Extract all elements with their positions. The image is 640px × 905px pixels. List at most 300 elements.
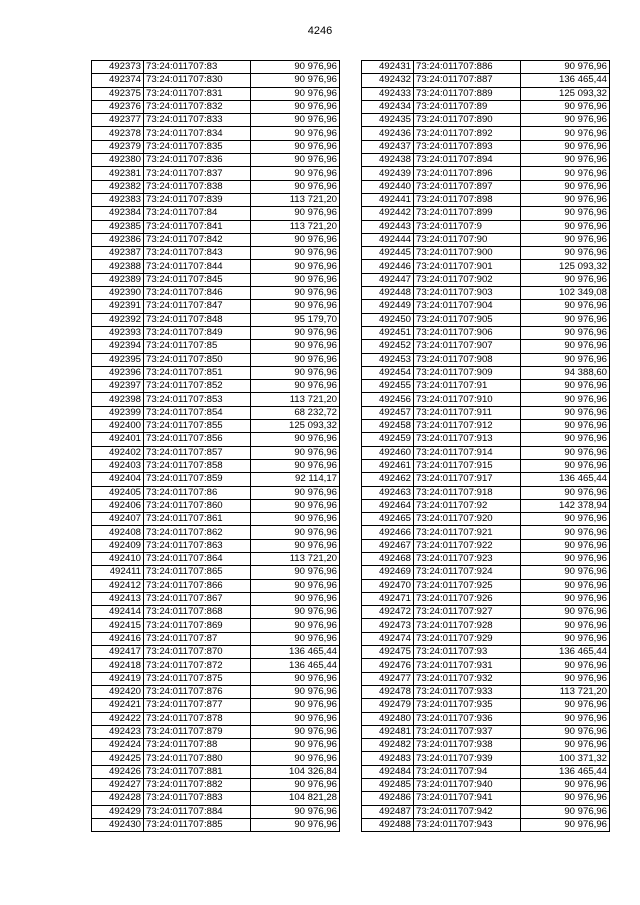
value-cell: 90 976,96	[251, 380, 340, 393]
value-cell: 90 976,96	[251, 127, 340, 140]
table-row	[92, 220, 340, 233]
cadastral-number-cell: 73:24:011707:865	[144, 566, 251, 579]
table-row	[92, 180, 340, 193]
table-row	[92, 74, 340, 87]
value-cell: 90 976,96	[521, 712, 610, 725]
record-number-cell: 492392	[92, 313, 144, 326]
table-row	[362, 513, 610, 526]
cadastral-number-cell: 73:24:011707:850	[144, 353, 251, 366]
table-row	[362, 74, 610, 87]
value-cell: 90 976,96	[251, 685, 340, 698]
record-number-cell: 492418	[92, 659, 144, 672]
value-cell: 90 976,96	[521, 313, 610, 326]
table-row	[92, 579, 340, 592]
table-row	[92, 672, 340, 685]
cadastral-number-cell: 73:24:011707:862	[144, 526, 251, 539]
value-cell: 113 721,20	[251, 393, 340, 406]
table-row	[92, 140, 340, 153]
record-number-cell: 492415	[92, 619, 144, 632]
table-row	[92, 287, 340, 300]
record-number-cell: 492393	[92, 326, 144, 339]
cadastral-number-cell: 73:24:011707:893	[414, 140, 521, 153]
cadastral-number-cell: 73:24:011707:896	[414, 167, 521, 180]
table-row	[92, 406, 340, 419]
value-cell: 125 093,32	[521, 87, 610, 100]
table-row	[362, 566, 610, 579]
table-row	[362, 247, 610, 260]
value-cell: 90 976,96	[521, 193, 610, 206]
cadastral-table-left	[91, 60, 340, 832]
cadastral-number-cell: 73:24:011707:884	[144, 805, 251, 818]
record-number-cell: 492477	[362, 672, 414, 685]
cadastral-number-cell: 73:24:011707:84	[144, 207, 251, 220]
table-row	[362, 765, 610, 778]
record-number-cell: 492429	[92, 805, 144, 818]
cadastral-number-cell: 73:24:011707:846	[144, 287, 251, 300]
table-row	[362, 233, 610, 246]
table-row	[362, 326, 610, 339]
table-row	[92, 792, 340, 805]
record-number-cell: 492437	[362, 140, 414, 153]
value-cell: 90 976,96	[251, 513, 340, 526]
record-number-cell: 492457	[362, 406, 414, 419]
record-number-cell: 492431	[362, 61, 414, 74]
value-cell: 113 721,20	[251, 552, 340, 565]
record-number-cell: 492438	[362, 154, 414, 167]
record-number-cell: 492449	[362, 300, 414, 313]
record-number-cell: 492385	[92, 220, 144, 233]
record-number-cell: 492430	[92, 818, 144, 831]
value-cell: 90 976,96	[251, 207, 340, 220]
value-cell: 90 976,96	[251, 340, 340, 353]
table-row	[362, 712, 610, 725]
table-row	[92, 606, 340, 619]
table-row	[362, 526, 610, 539]
table-row	[92, 353, 340, 366]
cadastral-number-cell: 73:24:011707:882	[144, 779, 251, 792]
record-number-cell: 492377	[92, 114, 144, 127]
value-cell: 90 976,96	[521, 220, 610, 233]
table-row	[92, 513, 340, 526]
table-row	[92, 446, 340, 459]
cadastral-number-cell: 73:24:011707:867	[144, 592, 251, 605]
table-body-right	[362, 61, 610, 832]
cadastral-number-cell: 73:24:011707:854	[144, 406, 251, 419]
cadastral-number-cell: 73:24:011707:864	[144, 552, 251, 565]
record-number-cell: 492464	[362, 499, 414, 512]
value-cell: 90 976,96	[251, 74, 340, 87]
cadastral-number-cell: 73:24:011707:833	[144, 114, 251, 127]
value-cell: 102 349,08	[521, 287, 610, 300]
record-number-cell: 492387	[92, 247, 144, 260]
record-number-cell: 492452	[362, 340, 414, 353]
record-number-cell: 492442	[362, 207, 414, 220]
table-row	[362, 366, 610, 379]
cadastral-number-cell: 73:24:011707:900	[414, 247, 521, 260]
table-row	[92, 300, 340, 313]
value-cell: 90 976,96	[521, 353, 610, 366]
table-row	[92, 752, 340, 765]
record-number-cell: 492374	[92, 74, 144, 87]
cadastral-number-cell: 73:24:011707:839	[144, 193, 251, 206]
cadastral-number-cell: 73:24:011707:830	[144, 74, 251, 87]
cadastral-number-cell: 73:24:011707:861	[144, 513, 251, 526]
record-number-cell: 492480	[362, 712, 414, 725]
cadastral-number-cell: 73:24:011707:932	[414, 672, 521, 685]
cadastral-number-cell: 73:24:011707:872	[144, 659, 251, 672]
table-row	[92, 420, 340, 433]
cadastral-number-cell: 73:24:011707:925	[414, 579, 521, 592]
record-number-cell: 492403	[92, 459, 144, 472]
table-row	[92, 552, 340, 565]
table-row	[362, 180, 610, 193]
cadastral-number-cell: 73:24:011707:920	[414, 513, 521, 526]
table-row	[92, 193, 340, 206]
record-number-cell: 492401	[92, 433, 144, 446]
cadastral-number-cell: 73:24:011707:863	[144, 539, 251, 552]
record-number-cell: 492485	[362, 779, 414, 792]
cadastral-number-cell: 73:24:011707:869	[144, 619, 251, 632]
table-row	[92, 473, 340, 486]
cadastral-number-cell: 73:24:011707:890	[414, 114, 521, 127]
cadastral-number-cell: 73:24:011707:928	[414, 619, 521, 632]
cadastral-number-cell: 73:24:011707:914	[414, 446, 521, 459]
table-row	[362, 779, 610, 792]
record-number-cell: 492379	[92, 140, 144, 153]
table-row	[362, 699, 610, 712]
table-row	[362, 140, 610, 153]
cadastral-number-cell: 73:24:011707:848	[144, 313, 251, 326]
table-row	[362, 619, 610, 632]
value-cell: 90 976,96	[521, 273, 610, 286]
record-number-cell: 492436	[362, 127, 414, 140]
cadastral-number-cell: 73:24:011707:86	[144, 486, 251, 499]
record-number-cell: 492486	[362, 792, 414, 805]
cadastral-number-cell: 73:24:011707:93	[414, 646, 521, 659]
value-cell: 90 976,96	[251, 619, 340, 632]
record-number-cell: 492483	[362, 752, 414, 765]
record-number-cell: 492459	[362, 433, 414, 446]
table-row	[92, 632, 340, 645]
cadastral-number-cell: 73:24:011707:941	[414, 792, 521, 805]
cadastral-number-cell: 73:24:011707:90	[414, 233, 521, 246]
value-cell: 90 976,96	[521, 526, 610, 539]
record-number-cell: 492386	[92, 233, 144, 246]
record-number-cell: 492447	[362, 273, 414, 286]
value-cell: 90 976,96	[521, 539, 610, 552]
record-number-cell: 492439	[362, 167, 414, 180]
table-row	[362, 167, 610, 180]
table-row	[362, 539, 610, 552]
cadastral-number-cell: 73:24:011707:856	[144, 433, 251, 446]
table-row	[92, 366, 340, 379]
value-cell: 90 976,96	[251, 273, 340, 286]
cadastral-number-cell: 73:24:011707:943	[414, 818, 521, 831]
value-cell: 90 976,96	[521, 592, 610, 605]
value-cell: 90 976,96	[521, 167, 610, 180]
table-row	[92, 100, 340, 113]
table-row	[362, 353, 610, 366]
cadastral-number-cell: 73:24:011707:907	[414, 340, 521, 353]
value-cell: 104 821,28	[251, 792, 340, 805]
record-number-cell: 492475	[362, 646, 414, 659]
record-number-cell: 492402	[92, 446, 144, 459]
value-cell: 90 976,96	[521, 127, 610, 140]
table-row	[92, 526, 340, 539]
table-row	[362, 260, 610, 273]
record-number-cell: 492409	[92, 539, 144, 552]
record-number-cell: 492460	[362, 446, 414, 459]
table-row	[92, 659, 340, 672]
table-row	[92, 592, 340, 605]
record-number-cell: 492376	[92, 100, 144, 113]
cadastral-number-cell: 73:24:011707:929	[414, 632, 521, 645]
cadastral-number-cell: 73:24:011707:938	[414, 739, 521, 752]
record-number-cell: 492421	[92, 699, 144, 712]
value-cell: 90 976,96	[251, 592, 340, 605]
cadastral-number-cell: 73:24:011707:94	[414, 765, 521, 778]
cadastral-number-cell: 73:24:011707:843	[144, 247, 251, 260]
table-row	[362, 100, 610, 113]
record-number-cell: 492432	[362, 74, 414, 87]
record-number-cell: 492424	[92, 739, 144, 752]
record-number-cell: 492425	[92, 752, 144, 765]
table-row	[92, 459, 340, 472]
cadastral-number-cell: 73:24:011707:83	[144, 61, 251, 74]
cadastral-number-cell: 73:24:011707:897	[414, 180, 521, 193]
value-cell: 90 976,96	[521, 207, 610, 220]
value-cell: 90 976,96	[251, 486, 340, 499]
cadastral-number-cell: 73:24:011707:942	[414, 805, 521, 818]
table-row	[362, 672, 610, 685]
record-number-cell: 492414	[92, 606, 144, 619]
record-number-cell: 492446	[362, 260, 414, 273]
cadastral-number-cell: 73:24:011707:845	[144, 273, 251, 286]
table-row	[92, 247, 340, 260]
value-cell: 90 976,96	[251, 353, 340, 366]
record-number-cell: 492416	[92, 632, 144, 645]
cadastral-number-cell: 73:24:011707:837	[144, 167, 251, 180]
cadastral-number-cell: 73:24:011707:906	[414, 326, 521, 339]
table-row	[362, 61, 610, 74]
record-number-cell: 492469	[362, 566, 414, 579]
record-number-cell: 492444	[362, 233, 414, 246]
value-cell: 90 976,96	[521, 180, 610, 193]
value-cell: 90 976,96	[521, 233, 610, 246]
cadastral-number-cell: 73:24:011707:887	[414, 74, 521, 87]
value-cell: 90 976,96	[251, 366, 340, 379]
record-number-cell: 492482	[362, 739, 414, 752]
record-number-cell: 492400	[92, 420, 144, 433]
record-number-cell: 492383	[92, 193, 144, 206]
record-number-cell: 492468	[362, 552, 414, 565]
table-row	[362, 579, 610, 592]
value-cell: 136 465,44	[251, 646, 340, 659]
table-row	[362, 499, 610, 512]
table-row	[92, 725, 340, 738]
cadastral-number-cell: 73:24:011707:858	[144, 459, 251, 472]
table-row	[362, 552, 610, 565]
record-number-cell: 492470	[362, 579, 414, 592]
record-number-cell: 492478	[362, 685, 414, 698]
value-cell: 90 976,96	[521, 632, 610, 645]
record-number-cell: 492453	[362, 353, 414, 366]
cadastral-table-right	[361, 60, 610, 832]
value-cell: 90 976,96	[521, 779, 610, 792]
record-number-cell: 492420	[92, 685, 144, 698]
value-cell: 90 976,96	[251, 725, 340, 738]
table-row	[92, 154, 340, 167]
table-row	[362, 659, 610, 672]
cadastral-number-cell: 73:24:011707:922	[414, 539, 521, 552]
cadastral-number-cell: 73:24:011707:904	[414, 300, 521, 313]
cadastral-number-cell: 73:24:011707:876	[144, 685, 251, 698]
record-number-cell: 492473	[362, 619, 414, 632]
record-number-cell: 492434	[362, 100, 414, 113]
table-row	[92, 739, 340, 752]
value-cell: 90 976,96	[251, 247, 340, 260]
cadastral-number-cell: 73:24:011707:933	[414, 685, 521, 698]
table-row	[362, 420, 610, 433]
table-row	[92, 765, 340, 778]
table-row	[92, 646, 340, 659]
record-number-cell: 492423	[92, 725, 144, 738]
value-cell: 95 179,70	[251, 313, 340, 326]
table-row	[362, 592, 610, 605]
value-cell: 90 976,96	[521, 61, 610, 74]
cadastral-number-cell: 73:24:011707:855	[144, 420, 251, 433]
value-cell: 90 976,96	[251, 632, 340, 645]
cadastral-number-cell: 73:24:011707:878	[144, 712, 251, 725]
value-cell: 90 976,96	[521, 619, 610, 632]
cadastral-number-cell: 73:24:011707:877	[144, 699, 251, 712]
cadastral-number-cell: 73:24:011707:901	[414, 260, 521, 273]
table-row	[362, 220, 610, 233]
cadastral-number-cell: 73:24:011707:892	[414, 127, 521, 140]
value-cell: 90 976,96	[521, 326, 610, 339]
cadastral-number-cell: 73:24:011707:852	[144, 380, 251, 393]
table-row	[92, 326, 340, 339]
value-cell: 136 465,44	[521, 473, 610, 486]
cadastral-number-cell: 73:24:011707:879	[144, 725, 251, 738]
table-row	[92, 818, 340, 831]
record-number-cell: 492443	[362, 220, 414, 233]
table-row	[92, 499, 340, 512]
record-number-cell: 492378	[92, 127, 144, 140]
record-number-cell: 492476	[362, 659, 414, 672]
table-row	[362, 87, 610, 100]
page-number: 4246	[307, 25, 333, 37]
table-row	[92, 619, 340, 632]
value-cell: 90 976,96	[521, 579, 610, 592]
cadastral-number-cell: 73:24:011707:88	[144, 739, 251, 752]
record-number-cell: 492384	[92, 207, 144, 220]
cadastral-number-cell: 73:24:011707:918	[414, 486, 521, 499]
table-row	[362, 632, 610, 645]
table-row	[92, 207, 340, 220]
record-number-cell: 492406	[92, 499, 144, 512]
value-cell: 90 976,96	[251, 287, 340, 300]
value-cell: 92 114,17	[251, 473, 340, 486]
cadastral-number-cell: 73:24:011707:939	[414, 752, 521, 765]
cadastral-number-cell: 73:24:011707:85	[144, 340, 251, 353]
cadastral-number-cell: 73:24:011707:870	[144, 646, 251, 659]
cadastral-number-cell: 73:24:011707:908	[414, 353, 521, 366]
record-number-cell: 492440	[362, 180, 414, 193]
value-cell: 113 721,20	[251, 193, 340, 206]
cadastral-number-cell: 73:24:011707:917	[414, 473, 521, 486]
table-row	[92, 486, 340, 499]
record-number-cell: 492380	[92, 154, 144, 167]
value-cell: 90 976,96	[521, 805, 610, 818]
value-cell: 136 465,44	[251, 659, 340, 672]
table-row	[362, 805, 610, 818]
value-cell: 90 976,96	[251, 805, 340, 818]
record-number-cell: 492382	[92, 180, 144, 193]
cadastral-number-cell: 73:24:011707:831	[144, 87, 251, 100]
cadastral-number-cell: 73:24:011707:841	[144, 220, 251, 233]
value-cell: 90 976,96	[521, 459, 610, 472]
value-cell: 90 976,96	[251, 154, 340, 167]
record-number-cell: 492399	[92, 406, 144, 419]
value-cell: 90 976,96	[251, 260, 340, 273]
cadastral-number-cell: 73:24:011707:859	[144, 473, 251, 486]
table-row	[92, 273, 340, 286]
cadastral-number-cell: 73:24:011707:860	[144, 499, 251, 512]
value-cell: 90 976,96	[251, 100, 340, 113]
value-cell: 90 976,96	[251, 606, 340, 619]
value-cell: 90 976,96	[251, 779, 340, 792]
value-cell: 90 976,96	[251, 180, 340, 193]
table-row	[362, 446, 610, 459]
table-row	[92, 433, 340, 446]
table-row	[92, 699, 340, 712]
value-cell: 113 721,20	[521, 685, 610, 698]
table-row	[92, 167, 340, 180]
cadastral-number-cell: 73:24:011707:849	[144, 326, 251, 339]
table-row	[92, 566, 340, 579]
cadastral-number-cell: 73:24:011707:881	[144, 765, 251, 778]
table-row	[362, 154, 610, 167]
value-cell: 90 976,96	[251, 699, 340, 712]
cadastral-number-cell: 73:24:011707:838	[144, 180, 251, 193]
cadastral-number-cell: 73:24:011707:911	[414, 406, 521, 419]
record-number-cell: 492391	[92, 300, 144, 313]
value-cell: 90 976,96	[521, 566, 610, 579]
record-number-cell: 492433	[362, 87, 414, 100]
value-cell: 90 976,96	[521, 446, 610, 459]
cadastral-number-cell: 73:24:011707:940	[414, 779, 521, 792]
table-row	[92, 393, 340, 406]
cadastral-number-cell: 73:24:011707:886	[414, 61, 521, 74]
value-cell: 90 976,96	[251, 712, 340, 725]
record-number-cell: 492445	[362, 247, 414, 260]
value-cell: 90 976,96	[521, 114, 610, 127]
value-cell: 90 976,96	[251, 459, 340, 472]
record-number-cell: 492394	[92, 340, 144, 353]
value-cell: 90 976,96	[521, 406, 610, 419]
table-row	[92, 260, 340, 273]
cadastral-number-cell: 73:24:011707:921	[414, 526, 521, 539]
value-cell: 90 976,96	[521, 739, 610, 752]
record-number-cell: 492413	[92, 592, 144, 605]
cadastral-number-cell: 73:24:011707:935	[414, 699, 521, 712]
record-number-cell: 492484	[362, 765, 414, 778]
table-row	[92, 779, 340, 792]
cadastral-number-cell: 73:24:011707:902	[414, 273, 521, 286]
record-number-cell: 492456	[362, 393, 414, 406]
table-row	[362, 406, 610, 419]
